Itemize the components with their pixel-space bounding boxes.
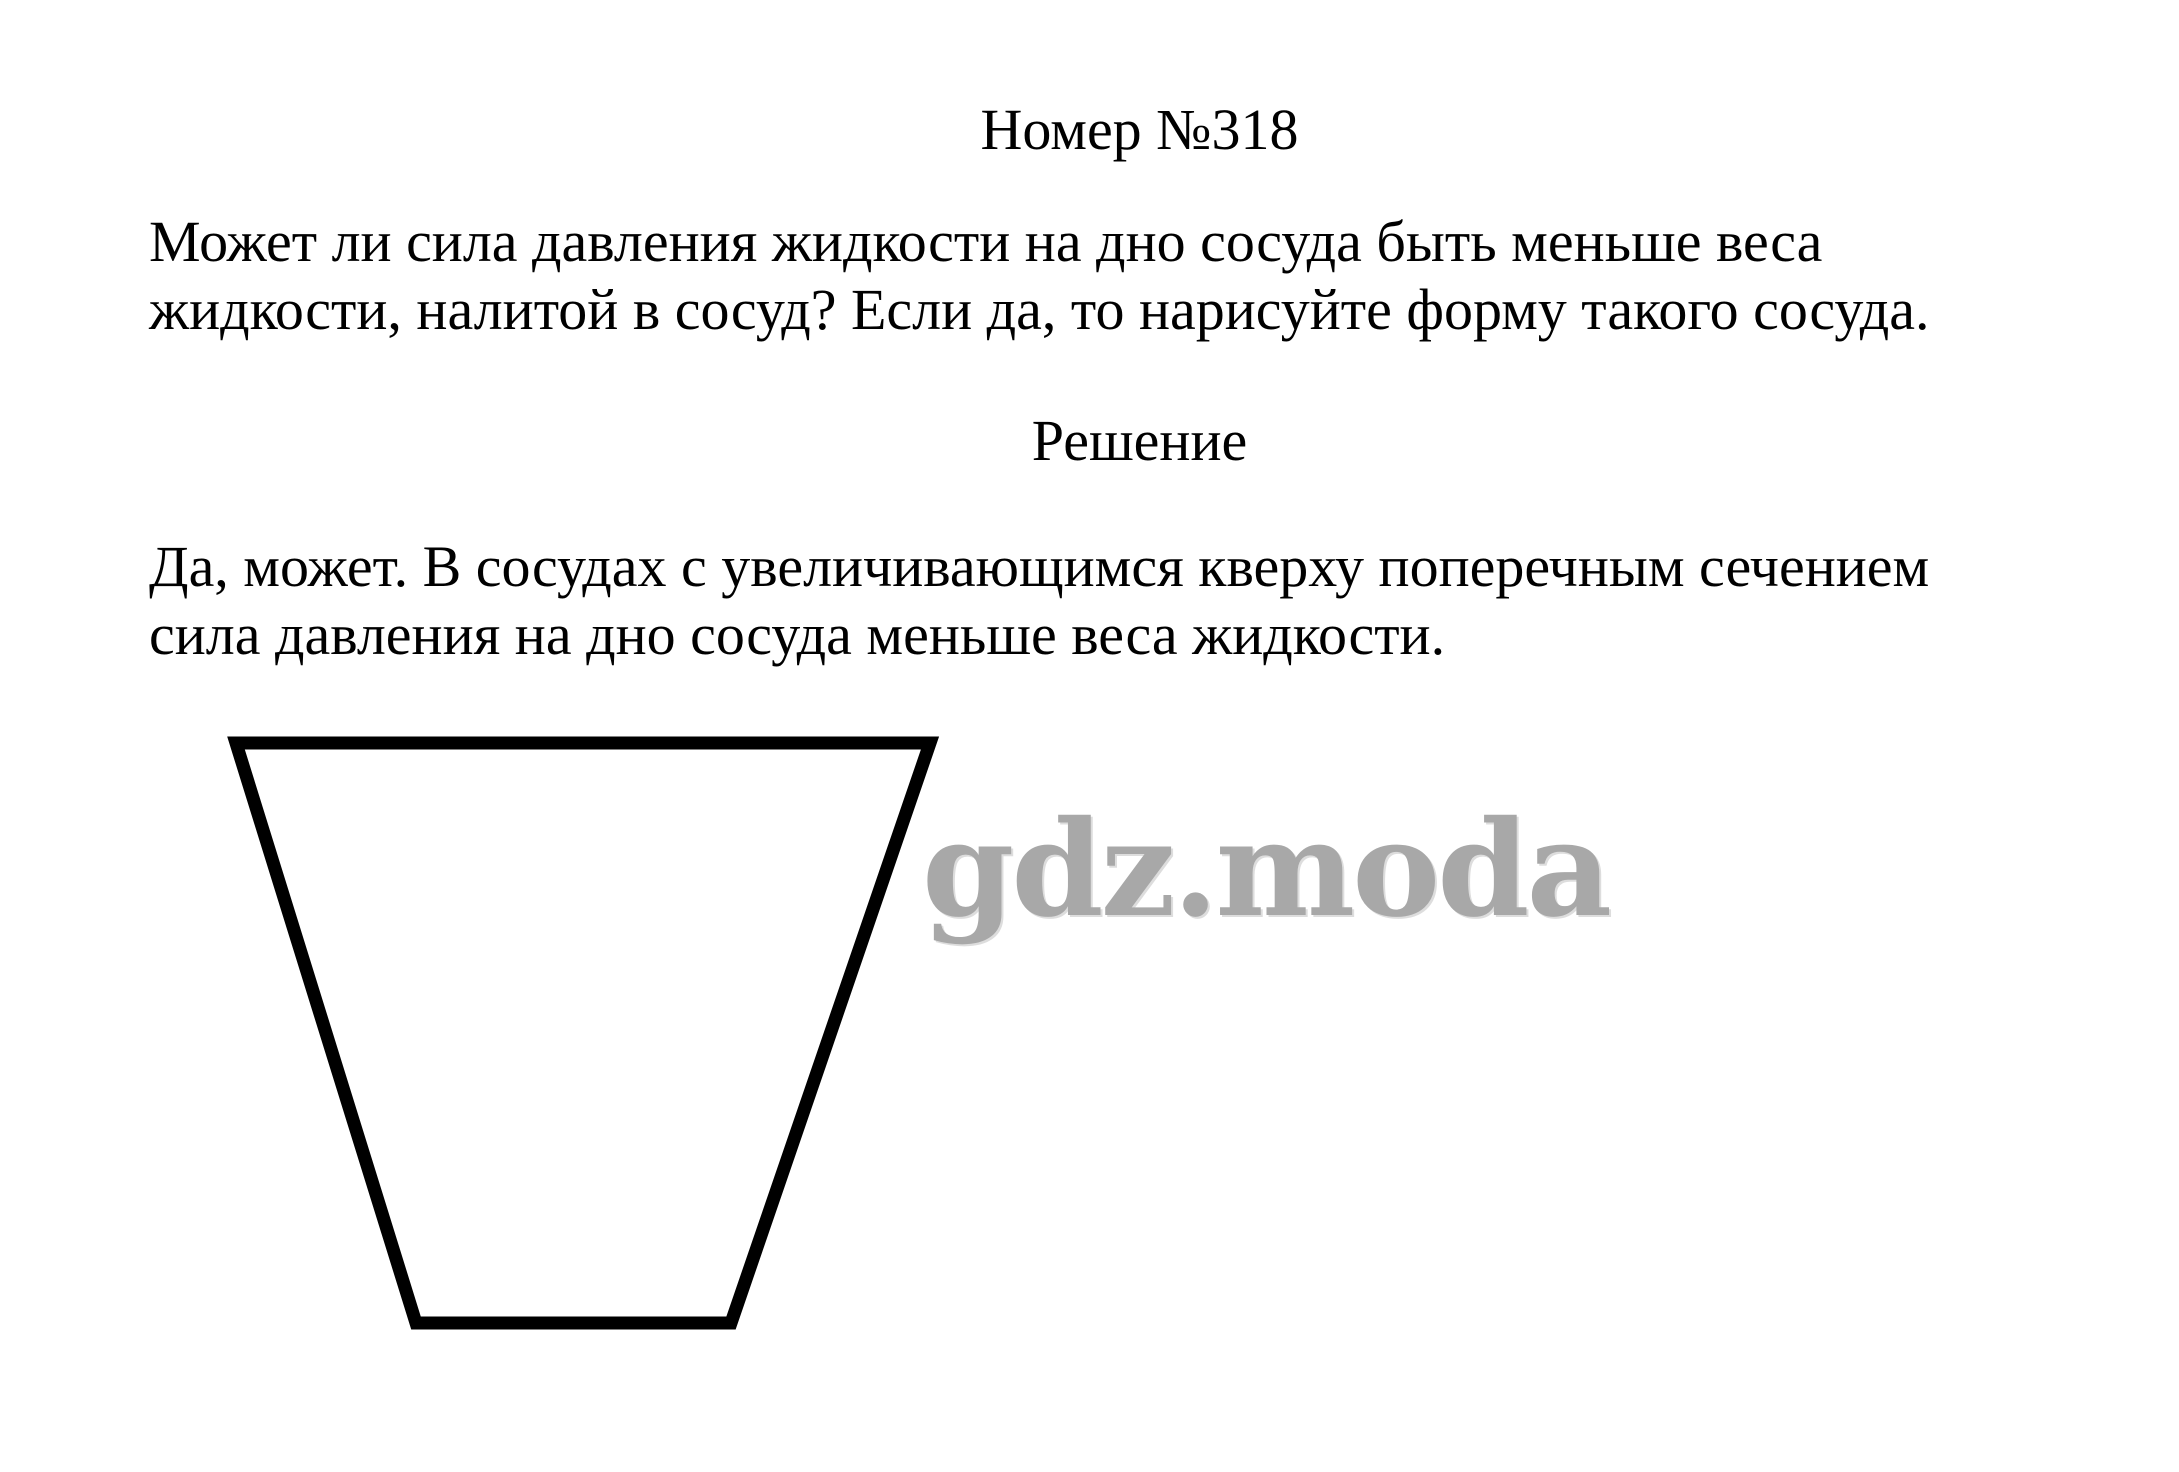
problem-question: Может ли сила давления жидкости на дно сосуда быть меньше веса жидкости, налитой в сосуд? Если да, то нарисуйте форму такого сосуда.: [149, 209, 1930, 342]
problem-title: Номер №318: [980, 97, 1299, 162]
watermark-logo: gdz.moda: [922, 792, 1610, 947]
vessel-outline: [236, 743, 930, 1323]
solution-answer: Да, может. В сосудах с увеличивающимся кверху поперечным сечением сила давления на дно сосуда меньше веса жидкости.: [149, 534, 1930, 667]
solution-heading: Решение: [1031, 408, 1248, 473]
